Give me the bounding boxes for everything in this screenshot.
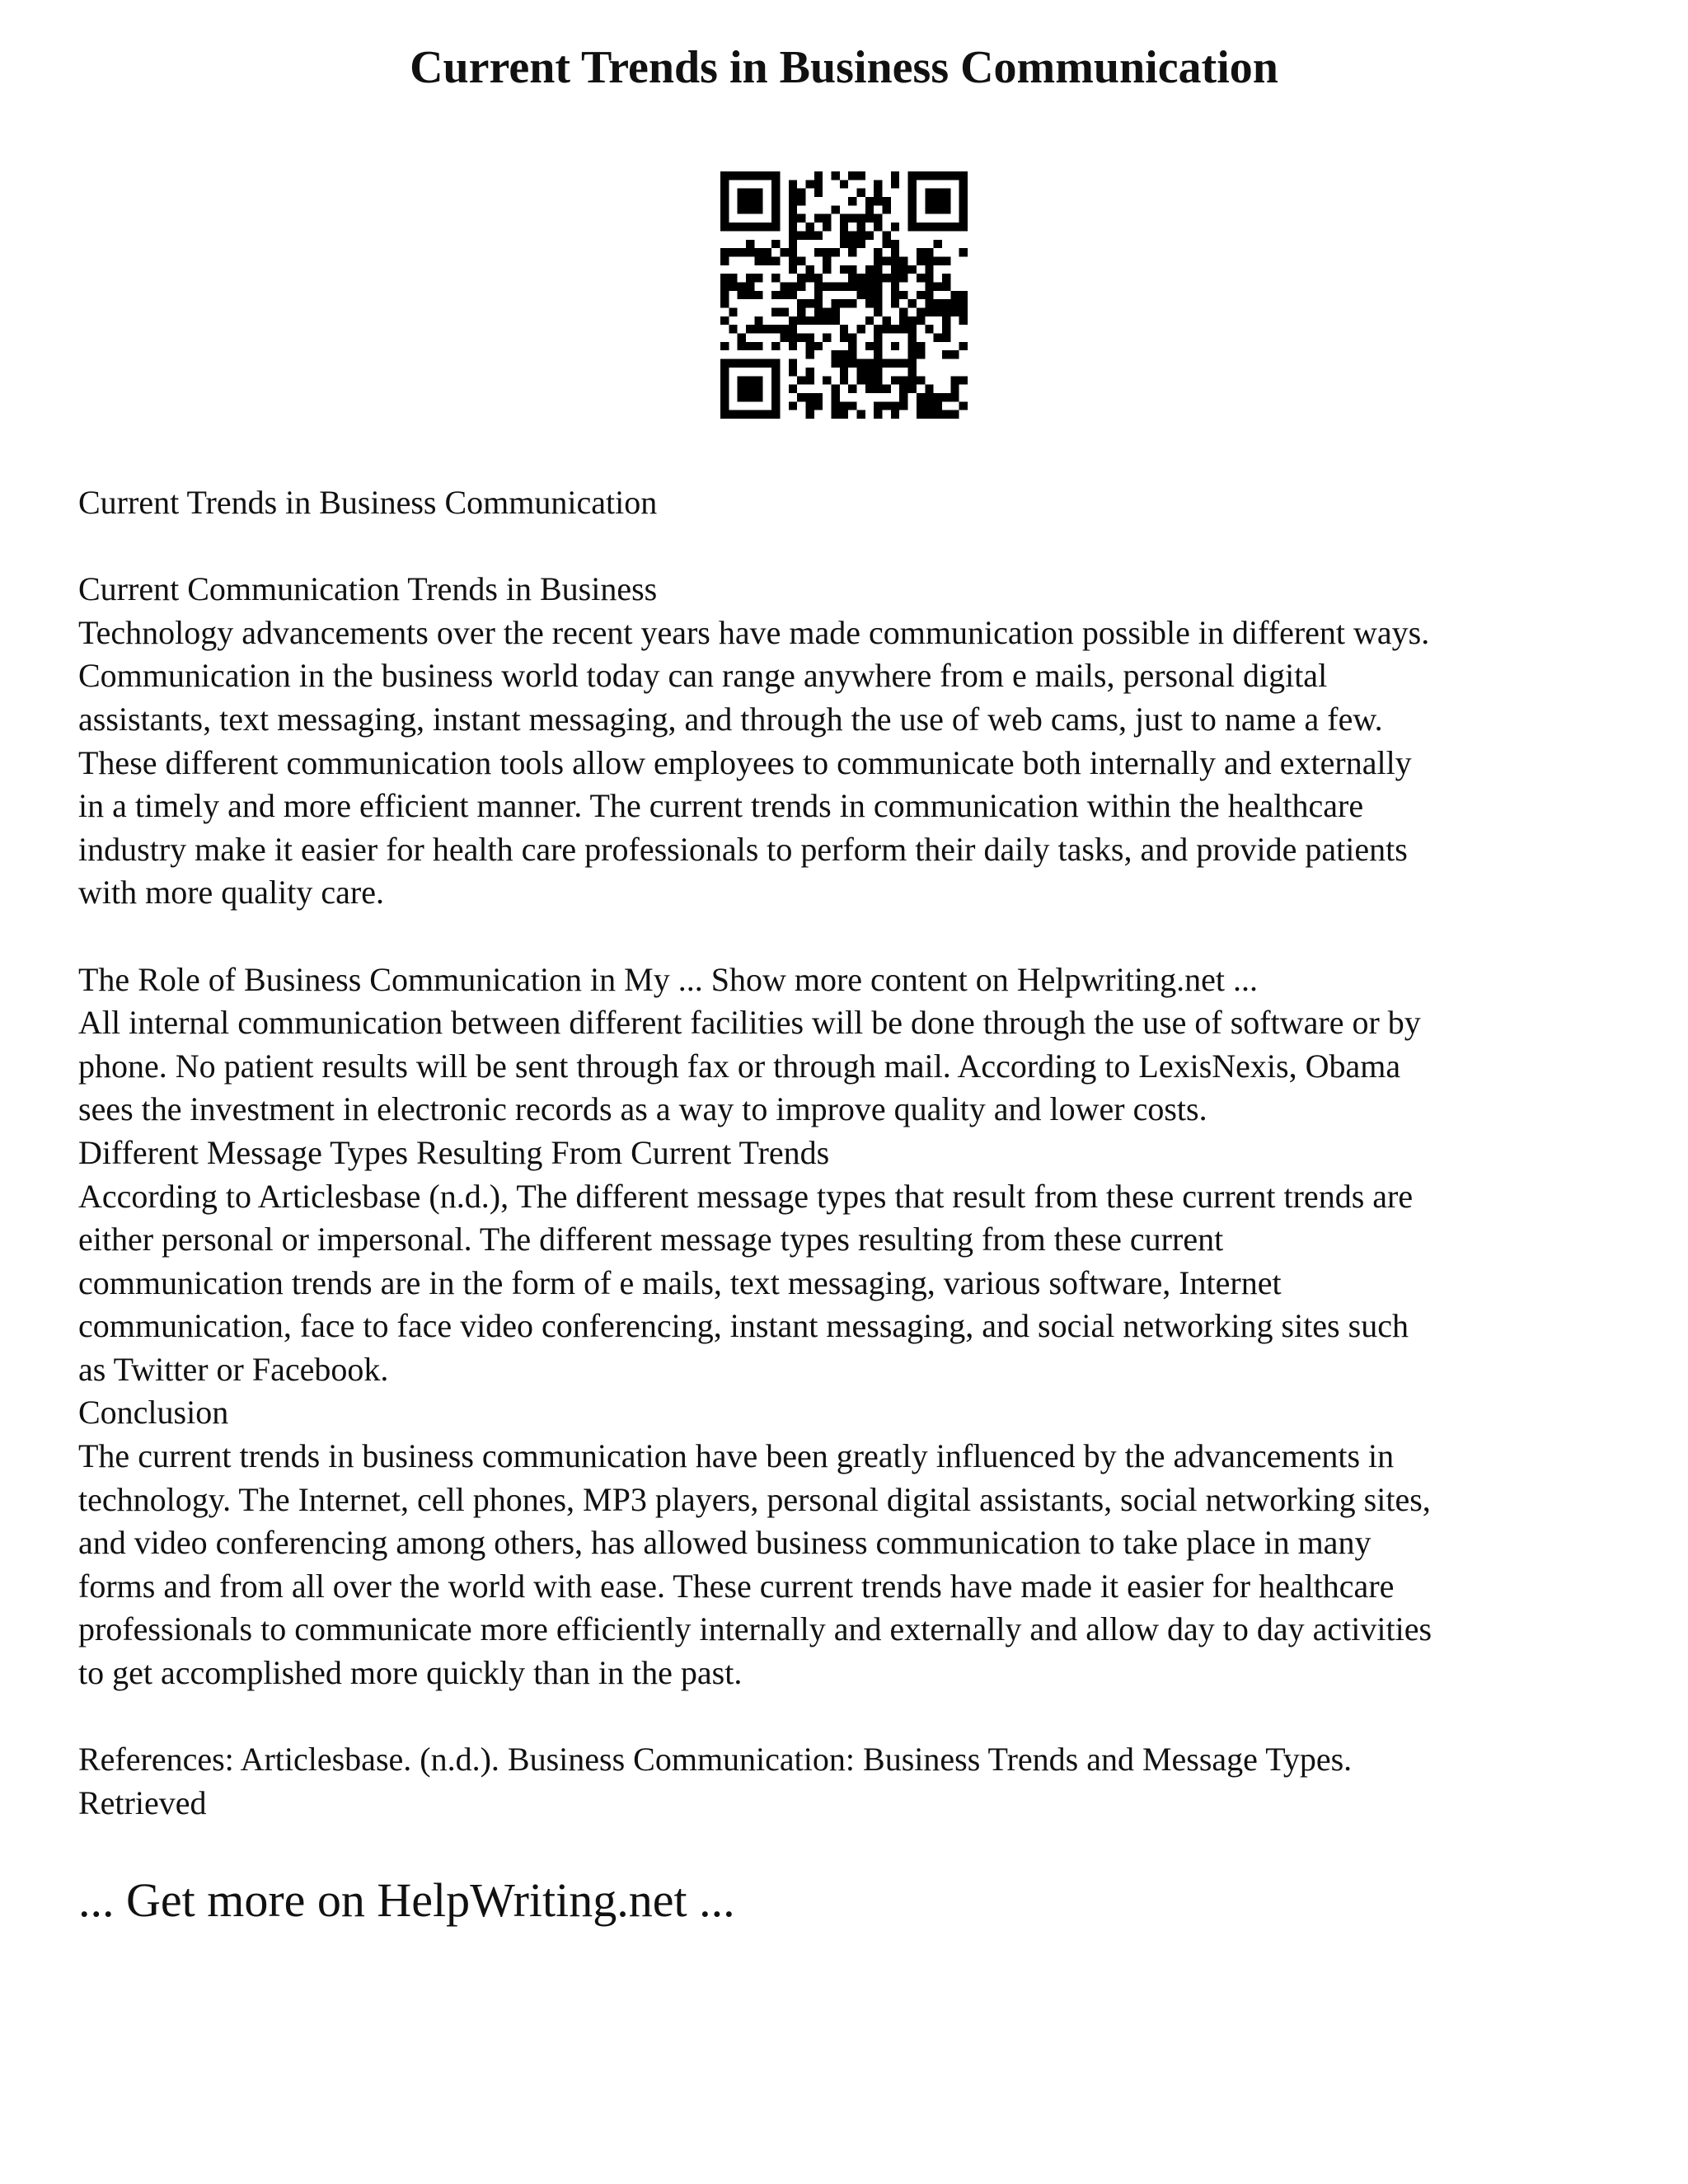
show-more-line: The Role of Business Communication in My ... Show more content on Helpwriting.net ... — [78, 960, 1258, 998]
subtitle-line: Current Trends in Business Communication — [78, 484, 658, 521]
document-title: Current Trends in Business Communication — [410, 42, 1278, 93]
qr-code-icon — [720, 171, 968, 419]
references-line: References: Articlesbase. (n.d.). Business Communication: Business Trends and Message Types. Retrieved — [78, 1741, 1353, 1821]
get-more-link[interactable]: ... Get more on HelpWriting.net ... — [78, 1873, 735, 1927]
paragraph-message-types: According to Articlesbase (n.d.), The different message types that result from these current trends are either personal or impersonal. The different message types resulting from these current communication trends are in the form of e mails, text messaging, various software, Internet communication, face to face video conferencing, instant messaging, and social networking sites such as Twitter or Facebook. — [78, 1177, 1414, 1388]
document-body — [78, 481, 1628, 1825]
spacer — [78, 1695, 1628, 1739]
section-heading-message-types: Different Message Types Resulting From Current Trends — [78, 1133, 830, 1171]
paragraph-internal-communication: All internal communication between different facilities will be done through the use of software or by phone. No patient results will be sent through fax or through mail. According to LexisNexis, Obama sees the investment in electronic records as a way to improve quality and lower costs. — [78, 1004, 1421, 1128]
spacer — [78, 915, 1628, 958]
paragraph-conclusion: The current trends in business communication have been greatly influenced by the advancements in technology. The Internet, cell phones, MP3 players, personal digital assistants, social networking sites, and video conferencing among others, has allowed business communication to take place in many forms and from all over the world with ease. These current trends have made it easier for healthcare professionals to communicate more efficiently internally and externally and allow day to day activities to get accomplished more quickly than in the past. — [78, 1437, 1432, 1692]
section-heading-current-trends: Current Communication Trends in Business — [78, 570, 658, 608]
spacer — [78, 525, 1628, 569]
section-heading-conclusion: Conclusion — [78, 1394, 229, 1432]
paragraph-technology: Technology advancements over the recent years have made communication possible in different ways. Communication in the business world today can range anywhere from e mails, personal digital assistants, text messaging, instant messaging, and through the use of web cams, just to name a few. These different communication tools allow employees to communicate both internally and externally in a timely and more efficient manner. The current trends in communication within the healthcare industry make it easier for health care professionals to perform their daily tasks, and provide patients with more quality care. — [78, 613, 1430, 912]
